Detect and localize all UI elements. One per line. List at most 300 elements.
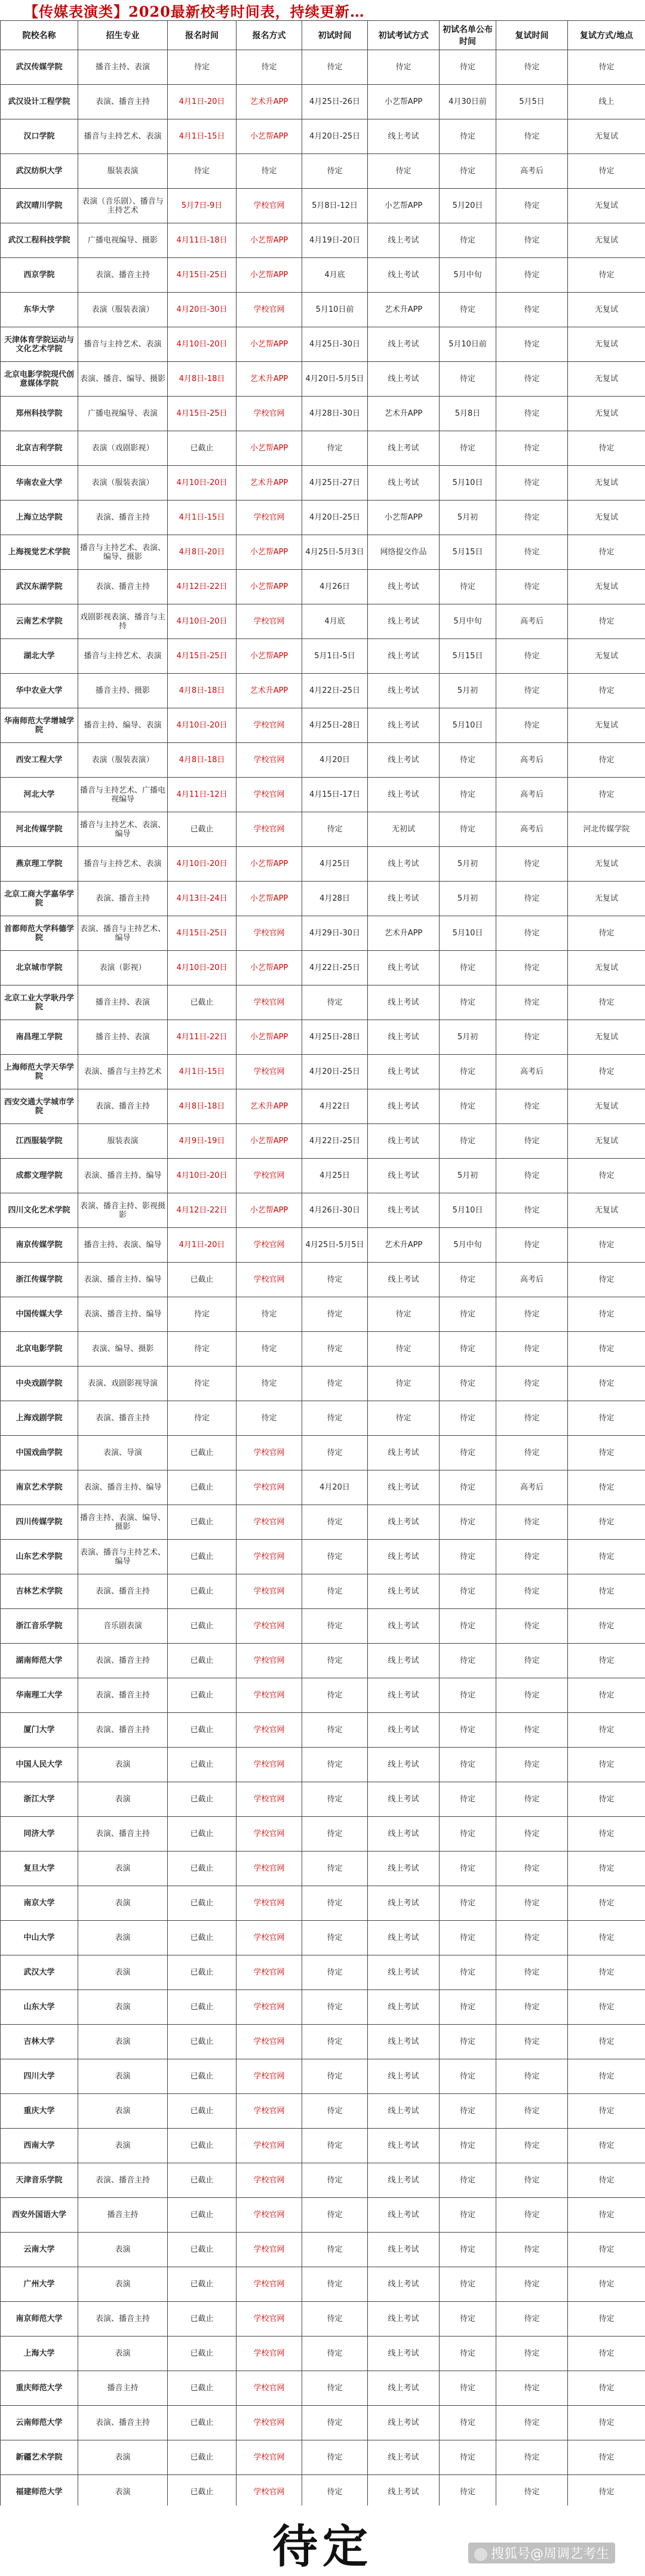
table-cell: 待定: [368, 1332, 440, 1367]
table-cell: 待定: [302, 812, 368, 847]
table-row: [1, 2267, 645, 2302]
table-cell: 待定: [568, 2302, 645, 2336]
table-cell: 待定: [496, 2302, 568, 2336]
table-cell: 表演、播音主持: [78, 1817, 168, 1852]
table-cell: 待定: [302, 1609, 368, 1644]
table-cell: 小艺帮APP: [236, 223, 302, 258]
table-cell: 待定: [302, 2129, 368, 2163]
table-cell: 待定: [440, 1817, 496, 1852]
table-cell: 已截止: [168, 2267, 236, 2302]
school-name-cell: 武汉晴川学院: [1, 189, 78, 223]
table-cell: 表演: [78, 2475, 168, 2510]
table-cell: 待定: [496, 847, 568, 882]
table-row: [1, 1089, 645, 1124]
table-cell: 待定: [496, 2025, 568, 2059]
table-cell: 待定: [236, 154, 302, 189]
column-header: 初试名单公布时间: [440, 21, 496, 50]
school-name-cell: 浙江大学: [1, 1782, 78, 1817]
school-name-cell: 四川大学: [1, 2059, 78, 2094]
table-cell: 待定: [568, 2094, 645, 2129]
table-cell: 播音主持、表演: [78, 985, 168, 1020]
table-row: [1, 1297, 645, 1332]
table-cell: 待定: [568, 535, 645, 570]
table-cell: 学校官网: [236, 189, 302, 223]
table-cell: 待定: [368, 1297, 440, 1332]
table-cell: 4月20日: [302, 743, 368, 778]
table-cell: 学校官网: [236, 778, 302, 812]
table-cell: 线上考试: [368, 2406, 440, 2440]
table-cell: 待定: [236, 1401, 302, 1436]
table-cell: 已截止: [168, 1470, 236, 1505]
school-name-cell: 南京师范大学: [1, 2302, 78, 2336]
school-name-cell: 汉口学院: [1, 119, 78, 154]
table-cell: 待定: [496, 1159, 568, 1193]
table-cell: 艺术升APP: [368, 916, 440, 951]
table-cell: 已截止: [168, 431, 236, 466]
table-cell: 5月10日前: [302, 293, 368, 327]
table-cell: 播音主持、编导、表演: [78, 708, 168, 743]
table-cell: 待定: [440, 223, 496, 258]
table-cell: 表演、导演: [78, 1436, 168, 1470]
table-cell: 表演: [78, 1852, 168, 1886]
table-cell: 小艺帮APP: [236, 431, 302, 466]
table-row: [1, 258, 645, 293]
table-cell: 无复试: [568, 119, 645, 154]
table-cell: 5月7日-9日: [168, 189, 236, 223]
table-cell: 待定: [496, 1297, 568, 1332]
table-cell: 待定: [568, 1263, 645, 1297]
table-cell: 待定: [568, 2129, 645, 2163]
table-cell: 待定: [440, 1367, 496, 1401]
table-cell: 待定: [496, 674, 568, 708]
table-cell: 表演（戏剧影视）: [78, 431, 168, 466]
table-cell: 待定: [496, 2475, 568, 2510]
table-cell: 学校官网: [236, 2267, 302, 2302]
table-cell: 4月20日-25日: [302, 1055, 368, 1089]
table-cell: 5月15日: [440, 639, 496, 674]
school-name-cell: 北京电影学院现代创意媒体学院: [1, 362, 78, 397]
table-row: [1, 1401, 645, 1436]
table-cell: 4月20日-5月5日: [302, 362, 368, 397]
table-cell: 待定: [302, 1955, 368, 1990]
table-cell: 5月10日: [440, 466, 496, 501]
school-name-cell: 吉林艺术学院: [1, 1574, 78, 1609]
table-cell: 表演、播音主持、编导: [78, 1470, 168, 1505]
school-name-cell: 北京吉利学院: [1, 431, 78, 466]
table-row: [1, 2406, 645, 2440]
table-cell: 待定: [496, 1505, 568, 1540]
table-row: [1, 1921, 645, 1955]
sohu-logo-icon: [474, 2548, 487, 2561]
table-cell: 线上考试: [368, 2440, 440, 2475]
table-cell: 学校官网: [236, 2336, 302, 2371]
table-cell: 4月28日-30日: [302, 397, 368, 431]
table-cell: 待定: [496, 951, 568, 985]
table-cell: 4月8日-18日: [168, 674, 236, 708]
table-cell: 5月初: [440, 501, 496, 535]
table-cell: 待定: [440, 1436, 496, 1470]
table-cell: 待定: [496, 119, 568, 154]
table-cell: 待定: [568, 1332, 645, 1367]
table-cell: 高考后: [496, 1055, 568, 1089]
table-cell: 待定: [368, 1367, 440, 1401]
table-cell: 表演、播音与主持艺术、编导: [78, 916, 168, 951]
table-cell: 待定: [496, 1886, 568, 1921]
table-cell: 无复试: [568, 1193, 645, 1228]
table-cell: 已截止: [168, 1921, 236, 1955]
table-cell: 已截止: [168, 2406, 236, 2440]
table-cell: 4月26日: [302, 570, 368, 604]
table-cell: 待定: [496, 2336, 568, 2371]
table-cell: 待定: [496, 2267, 568, 2302]
table-cell: 待定: [496, 1367, 568, 1401]
table-cell: 播音与主持艺术、表演: [78, 327, 168, 362]
table-cell: 线上考试: [368, 362, 440, 397]
table-cell: 学校官网: [236, 1782, 302, 1817]
table-cell: 艺术升APP: [368, 397, 440, 431]
table-cell: 线上考试: [368, 1540, 440, 1574]
table-cell: 艺术升APP: [368, 293, 440, 327]
table-cell: 5月初: [440, 1159, 496, 1193]
table-cell: 待定: [496, 1436, 568, 1470]
school-name-cell: 北京城市学院: [1, 951, 78, 985]
table-cell: 线上考试: [368, 2336, 440, 2371]
table-cell: 艺术升APP: [368, 1228, 440, 1263]
school-name-cell: 上海视觉艺术学院: [1, 535, 78, 570]
school-name-cell: 中国人民大学: [1, 1748, 78, 1782]
table-cell: 线上考试: [368, 1055, 440, 1089]
table-cell: 播音与主持艺术、表演: [78, 119, 168, 154]
table-cell: 小艺帮APP: [236, 570, 302, 604]
table-cell: 已截止: [168, 1263, 236, 1297]
table-cell: 待定: [568, 258, 645, 293]
table-cell: 4月15日-25日: [168, 639, 236, 674]
table-cell: 已截止: [168, 2059, 236, 2094]
table-cell: 待定: [496, 1574, 568, 1609]
table-cell: 无复试: [568, 362, 645, 397]
table-cell: 待定: [440, 2440, 496, 2475]
table-cell: 表演（影视）: [78, 951, 168, 985]
school-name-cell: 西南大学: [1, 2129, 78, 2163]
table-cell: 4月10日-20日: [168, 466, 236, 501]
table-cell: 小艺帮APP: [236, 847, 302, 882]
table-cell: 待定: [236, 1332, 302, 1367]
table-cell: 已截止: [168, 812, 236, 847]
table-cell: 已截止: [168, 2198, 236, 2233]
column-header: 报名方式: [236, 21, 302, 50]
table-cell: 4月25日-30日: [302, 327, 368, 362]
table-cell: 已截止: [168, 2440, 236, 2475]
table-cell: 已截止: [168, 2233, 236, 2267]
table-cell: 待定: [440, 1574, 496, 1609]
table-cell: 表演、播音主持: [78, 2163, 168, 2198]
table-cell: 学校官网: [236, 1055, 302, 1089]
table-cell: 待定: [568, 1713, 645, 1748]
table-row: [1, 154, 645, 189]
table-cell: 表演、播音主持: [78, 2406, 168, 2440]
table-cell: 待定: [568, 2406, 645, 2440]
school-name-cell: 河北传媒学院: [1, 812, 78, 847]
table-cell: 已截止: [168, 1852, 236, 1886]
table-cell: 广播电视编导、摄影: [78, 223, 168, 258]
table-cell: 无复试: [568, 397, 645, 431]
table-cell: 待定: [168, 154, 236, 189]
table-cell: 待定: [496, 258, 568, 293]
table-cell: 5月初: [440, 674, 496, 708]
table-cell: 5月中旬: [440, 258, 496, 293]
table-row: [1, 2059, 645, 2094]
school-name-cell: 首都师范大学科德学院: [1, 916, 78, 951]
table-cell: 线上考试: [368, 327, 440, 362]
table-cell: 学校官网: [236, 2059, 302, 2094]
table-cell: 学校官网: [236, 1852, 302, 1886]
table-cell: 线上考试: [368, 2025, 440, 2059]
table-cell: 待定: [568, 2371, 645, 2406]
table-cell: 待定: [302, 1401, 368, 1436]
table-cell: 已截止: [168, 2129, 236, 2163]
table-cell: 待定: [496, 2233, 568, 2267]
table-cell: 无复试: [568, 639, 645, 674]
table-cell: 待定: [568, 154, 645, 189]
table-cell: 表演（服装表演）: [78, 293, 168, 327]
table-cell: 播音与主持艺术、表演、编导、摄影: [78, 535, 168, 570]
table-cell: 待定: [568, 2198, 645, 2233]
table-cell: 4月25日-5月5日: [302, 1228, 368, 1263]
school-name-cell: 西安外国语大学: [1, 2198, 78, 2233]
table-cell: 线上考试: [368, 1609, 440, 1644]
table-cell: 待定: [568, 1678, 645, 1713]
table-cell: 待定: [568, 1055, 645, 1089]
table-cell: 无复试: [568, 951, 645, 985]
table-cell: 待定: [368, 154, 440, 189]
table-cell: 待定: [568, 1782, 645, 1817]
table-cell: 表演、播音主持: [78, 570, 168, 604]
school-name-cell: 北京工商大学嘉华学院: [1, 882, 78, 916]
table-cell: 线上考试: [368, 743, 440, 778]
table-cell: 待定: [440, 2198, 496, 2233]
table-row: [1, 2336, 645, 2371]
table-cell: 待定: [496, 2129, 568, 2163]
table-row: [1, 1540, 645, 1574]
table-cell: 待定: [568, 1748, 645, 1782]
table-cell: 待定: [440, 1297, 496, 1332]
table-cell: 小艺帮APP: [236, 639, 302, 674]
table-cell: 待定: [302, 1748, 368, 1782]
table-cell: 学校官网: [236, 1505, 302, 1540]
column-header: 初试时间: [302, 21, 368, 50]
table-cell: 艺术升APP: [236, 85, 302, 119]
table-row: [1, 1159, 645, 1193]
table-cell: 表演: [78, 1921, 168, 1955]
table-cell: 4月26日-30日: [302, 1193, 368, 1228]
school-name-cell: 中山大学: [1, 1921, 78, 1955]
table-cell: 表演、播音主持: [78, 1089, 168, 1124]
table-cell: 5月8日-12日: [302, 189, 368, 223]
school-name-cell: 四川传媒学院: [1, 1505, 78, 1540]
table-cell: 待定: [302, 2025, 368, 2059]
table-cell: 高考后: [496, 154, 568, 189]
table-cell: 待定: [440, 1678, 496, 1713]
table-cell: 待定: [440, 2129, 496, 2163]
table-cell: 服装表演: [78, 1124, 168, 1159]
table-cell: 待定: [496, 882, 568, 916]
table-cell: 表演: [78, 2129, 168, 2163]
table-cell: 线上考试: [368, 2198, 440, 2233]
table-cell: 线上考试: [368, 2475, 440, 2510]
table-row: [1, 1713, 645, 1748]
school-name-cell: 西安交通大学城市学院: [1, 1089, 78, 1124]
table-cell: 4月10日-20日: [168, 708, 236, 743]
table-cell: 待定: [496, 189, 568, 223]
school-name-cell: 郑州科技学院: [1, 397, 78, 431]
table-cell: 4月25日-26日: [302, 85, 368, 119]
table-cell: 待定: [496, 1540, 568, 1574]
school-name-cell: 同济大学: [1, 1817, 78, 1852]
table-cell: 待定: [302, 1852, 368, 1886]
table-cell: 待定: [440, 293, 496, 327]
table-cell: 待定: [302, 1263, 368, 1297]
table-cell: 高考后: [496, 1263, 568, 1297]
table-cell: 已截止: [168, 1990, 236, 2025]
table-cell: 待定: [496, 501, 568, 535]
table-cell: 待定: [302, 50, 368, 85]
table-cell: 待定: [496, 1644, 568, 1678]
table-cell: 待定: [302, 2163, 368, 2198]
table-cell: 表演: [78, 1990, 168, 2025]
table-cell: 线上考试: [368, 708, 440, 743]
table-cell: 4月25日: [302, 847, 368, 882]
table-cell: 待定: [440, 50, 496, 85]
table-cell: 待定: [496, 1713, 568, 1748]
table-row: [1, 1228, 645, 1263]
column-header: 复试方式/地点: [568, 21, 645, 50]
table-cell: 表演: [78, 2440, 168, 2475]
table-cell: 艺术升APP: [236, 362, 302, 397]
table-row: [1, 1782, 645, 1817]
school-name-cell: 华中农业大学: [1, 674, 78, 708]
table-cell: 4月28日: [302, 882, 368, 916]
table-row: [1, 327, 645, 362]
table-cell: 4月15日-25日: [168, 397, 236, 431]
table-cell: 学校官网: [236, 1644, 302, 1678]
table-cell: 待定: [496, 223, 568, 258]
table-cell: 无复试: [568, 708, 645, 743]
table-cell: 待定: [496, 2163, 568, 2198]
table-cell: 线上考试: [368, 2267, 440, 2302]
table-cell: 戏剧影视表演、播音与主持: [78, 604, 168, 639]
table-cell: 4月1日-20日: [168, 1228, 236, 1263]
school-name-cell: 天津体育学院运动与文化艺术学院: [1, 327, 78, 362]
table-cell: 待定: [496, 708, 568, 743]
table-cell: 5月1日-5日: [302, 639, 368, 674]
table-cell: 无复试: [568, 882, 645, 916]
table-cell: 待定: [440, 2094, 496, 2129]
school-name-cell: 北京电影学院: [1, 1332, 78, 1367]
school-name-cell: 山东艺术学院: [1, 1540, 78, 1574]
table-cell: 待定: [440, 2371, 496, 2406]
table-cell: 4月20日-25日: [302, 501, 368, 535]
table-cell: 待定: [440, 2163, 496, 2198]
table-cell: 待定: [568, 2475, 645, 2510]
table-row: [1, 1124, 645, 1159]
table-cell: 4月22日-25日: [302, 1124, 368, 1159]
table-cell: 无复试: [568, 293, 645, 327]
table-cell: 线上考试: [368, 2163, 440, 2198]
table-cell: 待定: [496, 639, 568, 674]
table-cell: 学校官网: [236, 1678, 302, 1713]
table-row: [1, 778, 645, 812]
table-cell: 表演（服装表演）: [78, 743, 168, 778]
table-row: [1, 1332, 645, 1367]
table-cell: 5月10日: [440, 708, 496, 743]
table-cell: 4月底: [302, 604, 368, 639]
table-row: [1, 2163, 645, 2198]
school-name-cell: 西安工程大学: [1, 743, 78, 778]
table-cell: 待定: [302, 1297, 368, 1332]
table-row: [1, 882, 645, 916]
table-cell: 待定: [440, 2025, 496, 2059]
table-cell: 表演: [78, 2094, 168, 2129]
school-name-cell: 上海戏剧学院: [1, 1401, 78, 1436]
school-name-cell: 中央戏剧学院: [1, 1367, 78, 1401]
table-cell: 待定: [302, 2406, 368, 2440]
table-cell: 5月中旬: [440, 604, 496, 639]
table-row: [1, 223, 645, 258]
table-row: [1, 1678, 645, 1713]
table-cell: 小艺帮APP: [236, 882, 302, 916]
table-cell: 已截止: [168, 2302, 236, 2336]
table-cell: 待定: [302, 2371, 368, 2406]
table-cell: 待定: [302, 2198, 368, 2233]
table-cell: 待定: [302, 985, 368, 1020]
table-cell: 学校官网: [236, 1263, 302, 1297]
table-header-row: [1, 21, 645, 50]
table-cell: 表演、播音主持、编导: [78, 1263, 168, 1297]
table-cell: 待定: [302, 431, 368, 466]
table-cell: 表演: [78, 1955, 168, 1990]
table-cell: 4月1日-15日: [168, 1055, 236, 1089]
table-cell: 待定: [440, 1713, 496, 1748]
table-cell: 待定: [302, 1644, 368, 1678]
table-cell: 学校官网: [236, 2129, 302, 2163]
school-name-cell: 河北大学: [1, 778, 78, 812]
table-cell: 待定: [568, 1921, 645, 1955]
school-name-cell: 上海师范大学天华学院: [1, 1055, 78, 1089]
table-cell: 待定: [496, 50, 568, 85]
table-cell: 待定: [496, 1852, 568, 1886]
table-cell: 待定: [496, 1678, 568, 1713]
table-cell: 待定: [568, 1852, 645, 1886]
table-cell: 待定: [496, 1990, 568, 2025]
table-cell: 5月10日前: [440, 327, 496, 362]
table-cell: 待定: [568, 1817, 645, 1852]
table-cell: 待定: [236, 1367, 302, 1401]
table-row: [1, 743, 645, 778]
table-cell: 表演、播音、编导、摄影: [78, 362, 168, 397]
table-cell: 4月底: [302, 258, 368, 293]
column-header: 招生专业: [78, 21, 168, 50]
table-cell: 待定: [496, 466, 568, 501]
table-cell: 待定: [496, 293, 568, 327]
table-row: [1, 604, 645, 639]
school-name-cell: 湖南师范大学: [1, 1644, 78, 1678]
table-cell: 线上考试: [368, 1089, 440, 1124]
table-cell: 已截止: [168, 1609, 236, 1644]
table-cell: 待定: [440, 1540, 496, 1574]
table-row: [1, 2233, 645, 2267]
table-cell: 学校官网: [236, 397, 302, 431]
table-row: [1, 397, 645, 431]
